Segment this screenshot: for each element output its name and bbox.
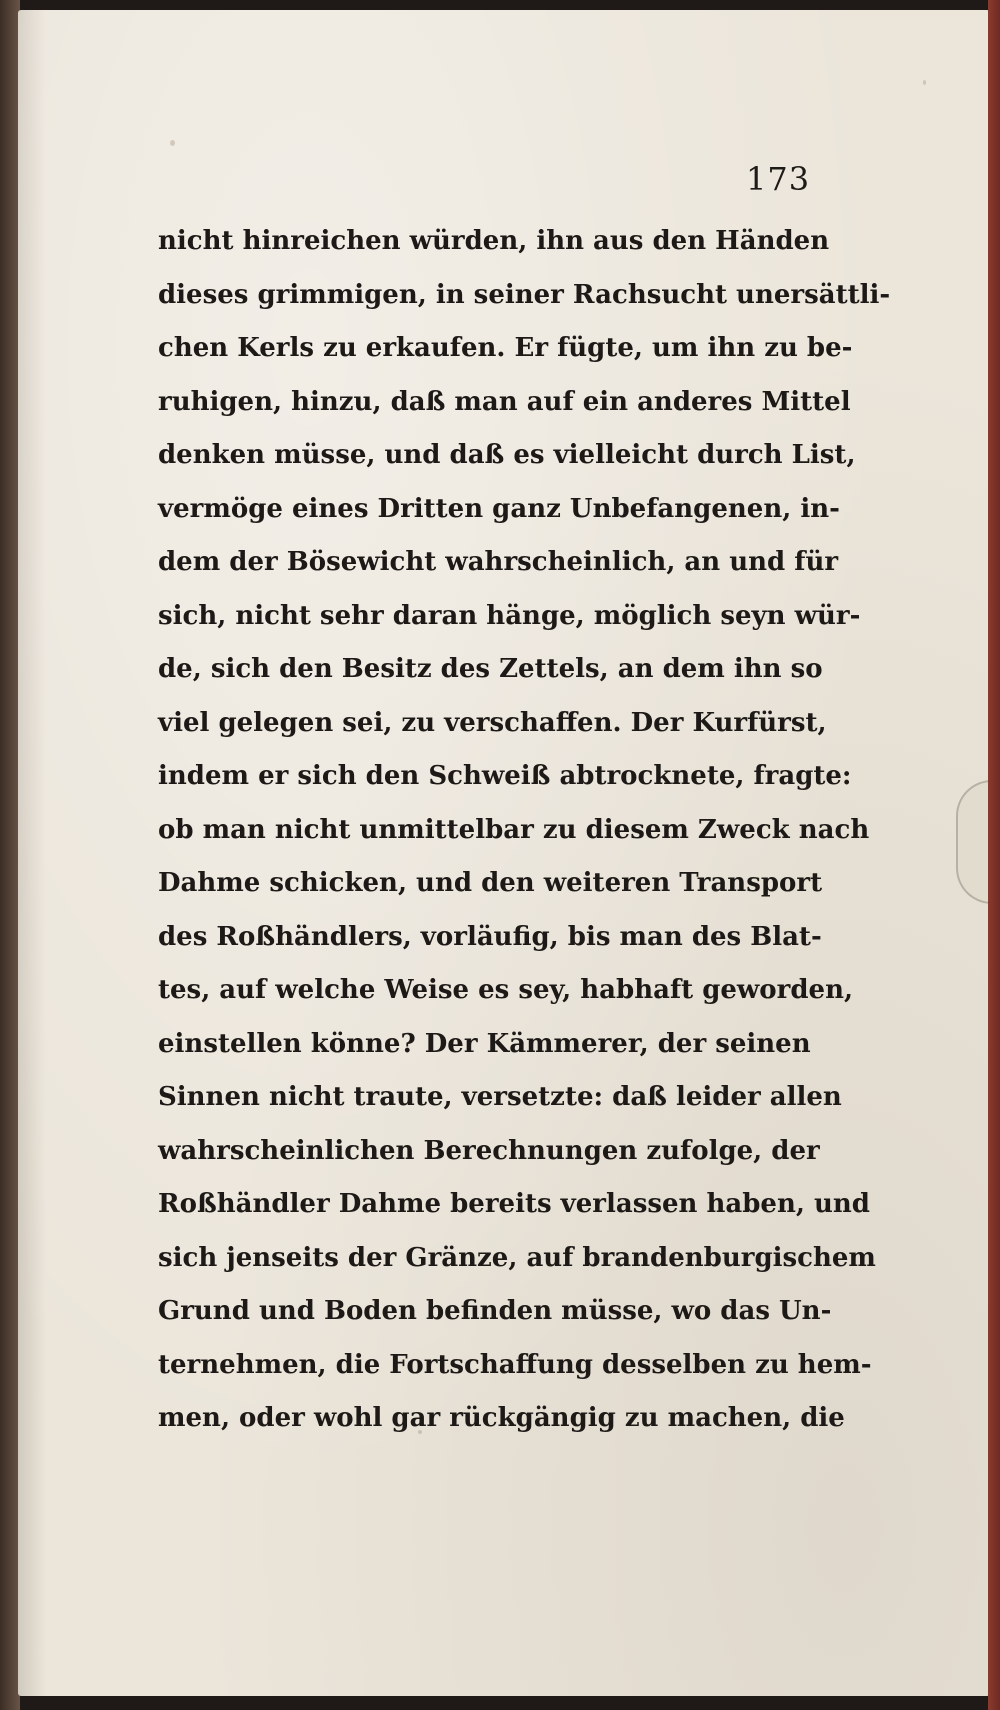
text-line: tes, auf welche Weise es sey, habhaft geworden,	[158, 975, 854, 1005]
page-number: 173	[746, 160, 811, 198]
book-gutter	[0, 0, 20, 1710]
text-line: dem der Bösewicht wahrscheinlich, an und für	[158, 547, 839, 577]
text-line: chen Kerls zu erkaufen. Er fügte, um ihn zu be-	[158, 333, 853, 363]
text-line: Sinnen nicht traute, versetzte: daß leider allen	[158, 1082, 842, 1112]
text-line: Dahme schicken, und den weiteren Transport	[158, 868, 823, 898]
text-line: viel gelegen sei, zu verschaffen. Der Kurfürst,	[158, 707, 827, 738]
book-page	[18, 10, 990, 1696]
text-line: ruhigen, hinzu, daß man auf ein anderes Mittel	[158, 386, 851, 417]
text-line: des Roßhändlers, vorläufig, bis man des Blat-	[158, 921, 822, 952]
paper-speck	[170, 140, 175, 146]
page-tab-notch	[956, 780, 992, 904]
text-line: sich jenseits der Gränze, auf brandenburgischem	[158, 1242, 876, 1273]
text-line: ob man nicht unmittelbar zu diesem Zweck nach	[158, 814, 870, 845]
text-line: indem er sich den Schweiß abtrocknete, fragte:	[158, 761, 852, 791]
text-line: Roßhändler Dahme bereits verlassen haben, und	[158, 1189, 870, 1219]
text-line: Grund und Boden befinden müsse, wo das Un-	[158, 1296, 832, 1326]
paper-speck	[923, 80, 926, 85]
text-line: wahrscheinlichen Berechnungen zufolge, der	[158, 1135, 820, 1166]
text-line: sich, nicht sehr daran hänge, möglich seyn wür-	[158, 600, 861, 631]
text-line: einstellen könne? Der Kämmerer, der seinen	[158, 1028, 811, 1059]
body-text	[158, 215, 891, 1446]
text-line: denken müsse, und daß es vielleicht durch List,	[158, 440, 856, 470]
text-line: dieses grimmigen, in seiner Rachsucht unersättli-	[158, 279, 891, 310]
text-line: men, oder wohl gar rückgängig zu machen, die	[158, 1403, 845, 1433]
text-line: vermöge eines Dritten ganz Unbefangenen, in-	[158, 493, 840, 524]
text-line: nicht hinreichen würden, ihn aus den Händen	[158, 226, 830, 256]
text-line: ternehmen, die Fortschaffung desselben zu hem-	[158, 1349, 872, 1380]
book-edge	[988, 0, 1000, 1710]
text-line: de, sich den Besitz des Zettels, an dem ihn so	[158, 654, 823, 684]
